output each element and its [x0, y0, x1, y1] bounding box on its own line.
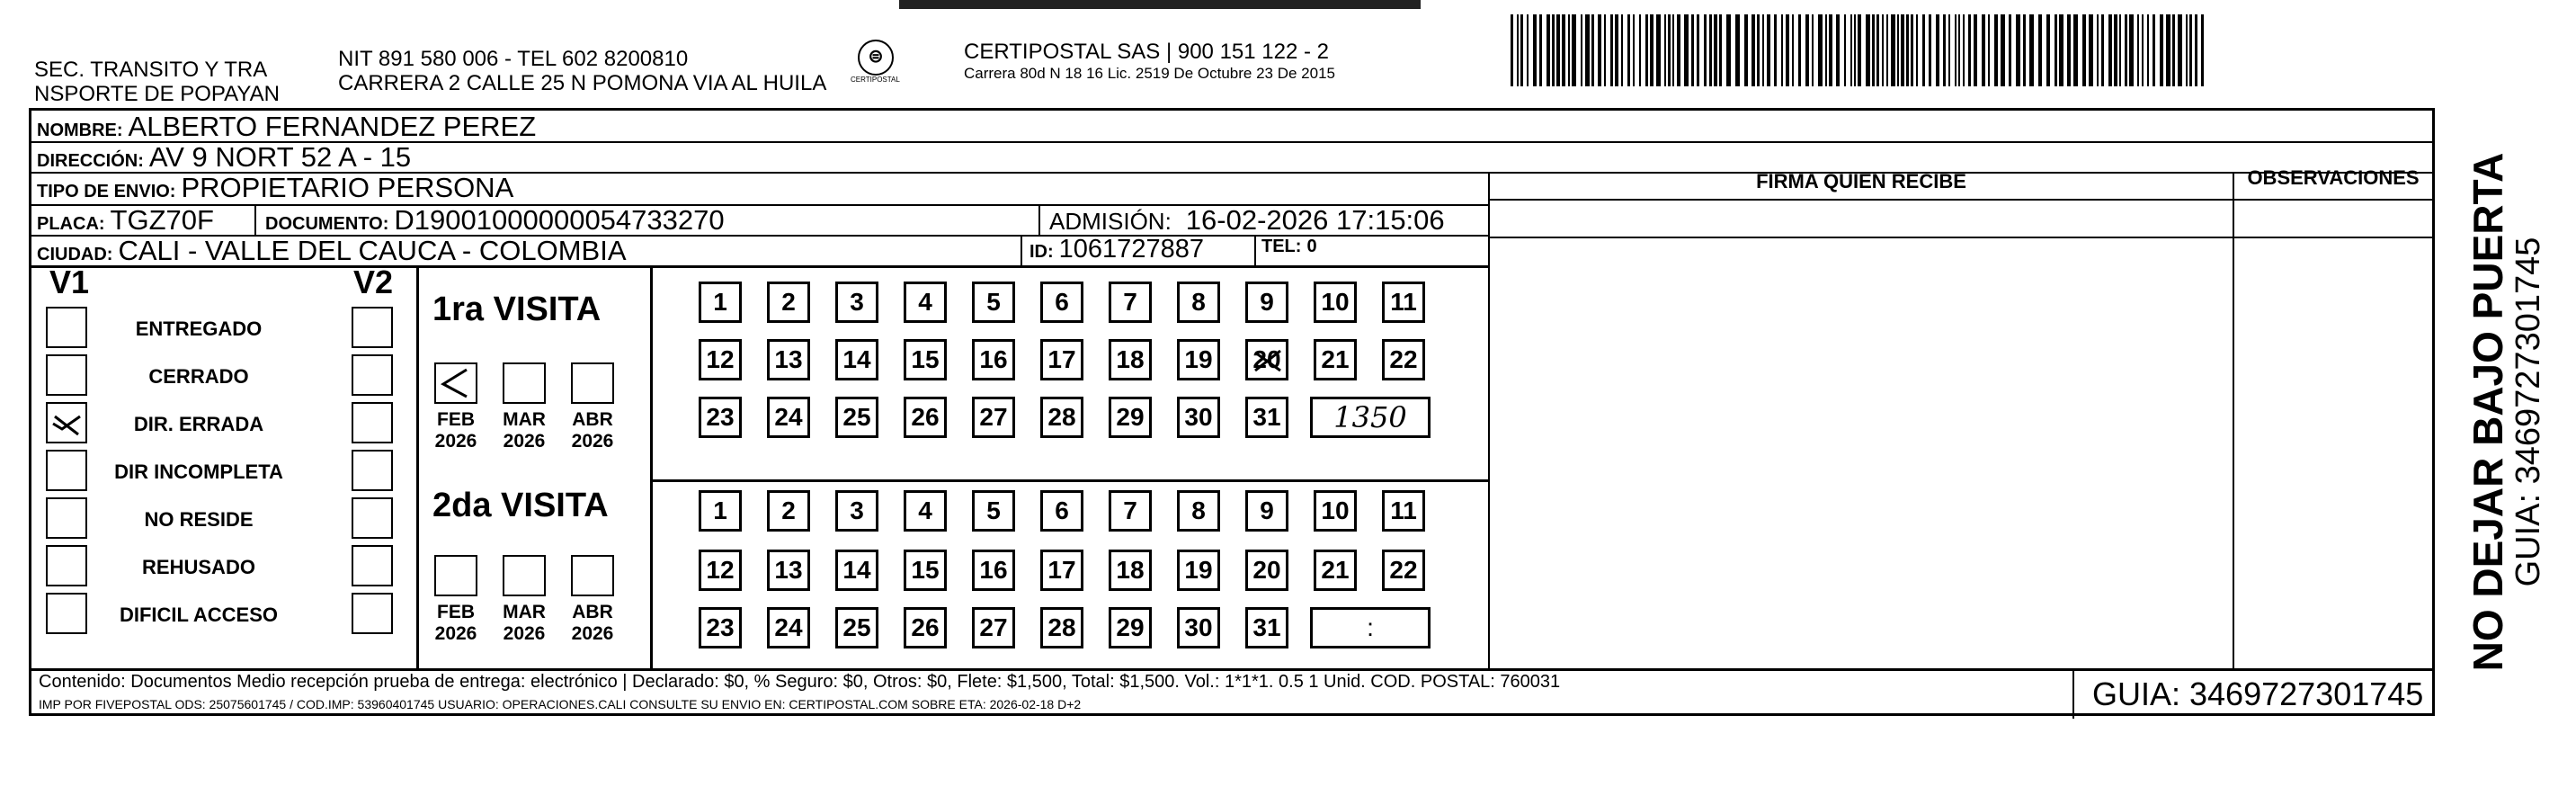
day-box[interactable]: 14	[835, 550, 878, 591]
day-box[interactable]: 2	[767, 282, 810, 323]
day-box[interactable]: 3	[835, 490, 878, 532]
hour-value: :	[1367, 613, 1374, 641]
certipostal-logo-icon: ⊜	[858, 40, 894, 76]
day-box[interactable]: 14	[835, 339, 878, 380]
hour-box[interactable]	[1310, 397, 1431, 438]
hour-value: 1350	[1333, 400, 1407, 434]
barcode	[1511, 14, 2212, 86]
option-label: DIR. ERRADA	[133, 413, 264, 435]
ciudad-value: CALI - VALLE DEL CAUCA - COLOMBIA	[118, 235, 627, 266]
day-box[interactable]: 20	[1245, 550, 1288, 591]
day-box[interactable]: 25	[835, 607, 878, 648]
day-box[interactable]: 16	[972, 550, 1015, 591]
option-label: ENTREGADO	[135, 317, 263, 340]
v1-checkbox[interactable]	[46, 354, 87, 396]
day-box[interactable]: 1	[699, 282, 742, 323]
day-box[interactable]: 19	[1177, 550, 1220, 591]
sender-name: SEC. TRANSITO Y TRA NSPORTE DE POPAYAN	[34, 58, 280, 106]
day-box[interactable]: 20	[1245, 339, 1288, 380]
direccion-row: DIRECCIÓN: AV 9 NORT 52 A - 15	[37, 141, 412, 173]
day-box[interactable]: 22	[1382, 339, 1425, 380]
day-box[interactable]: 13	[767, 550, 810, 591]
month-checkbox[interactable]	[503, 555, 546, 596]
v1-checkbox[interactable]	[46, 545, 87, 586]
month-checkbox[interactable]	[434, 362, 477, 404]
day-box[interactable]: 28	[1040, 607, 1083, 648]
day-box[interactable]: 1	[699, 490, 742, 532]
v1-checkbox[interactable]	[46, 402, 87, 443]
admision-value: 16-02-2026 17:15:06	[1185, 204, 1445, 236]
day-box[interactable]: 2	[767, 490, 810, 532]
day-box[interactable]: 19	[1177, 339, 1220, 380]
company-info: CERTIPOSTAL SAS | 900 151 122 - 2 Carrera 80d N 18 16 Lic. 2519 De Octubre 23 De 2015	[964, 40, 1335, 82]
nombre-row: NOMBRE: ALBERTO FERNANDEZ PEREZ	[37, 111, 537, 142]
day-box[interactable]: 30	[1177, 397, 1220, 438]
id-value: 1061727887	[1058, 235, 1204, 264]
footer-print-line: IMP POR FIVEPOSTAL ODS: 25075601745 / COD.IMP: 53960401745 USUARIO: OPERACIONES.CALI CONSULTE SU ENVIO EN: CERTIPOSTAL.COM SOBRE ETA: 2026-02-18 D+2	[39, 697, 1082, 711]
day-box[interactable]: 31	[1245, 607, 1288, 648]
ciudad-cell: CIUDAD: CALI - VALLE DEL CAUCA - COLOMBIA	[37, 235, 627, 266]
guia-number: GUIA: 3469727301745	[2092, 675, 2424, 712]
check-mark-icon	[436, 364, 476, 402]
day-box[interactable]: 18	[1109, 550, 1152, 591]
day-box[interactable]: 24	[767, 397, 810, 438]
top-edge-bar	[899, 0, 1421, 9]
month-label: FEB 2026	[434, 409, 477, 452]
footer-content-line: Contenido: Documentos Medio recepción prueba de entrega: electrónico | Declarado: $0, % Seguro: $0, Otros: $0, Flete: $1,500, Total: $1,500. Vol.: 1*1*1. 0.5 1 Unid. COD. POSTAL: 760031	[39, 672, 1561, 692]
tipo-envio-row: TIPO DE ENVIO: PROPIETARIO PERSONA	[37, 172, 514, 203]
v1-checkbox[interactable]	[46, 593, 87, 634]
id-cell: ID: 1061727887	[1030, 235, 1204, 264]
day-box[interactable]: 30	[1177, 607, 1220, 648]
v1-checkbox[interactable]	[46, 497, 87, 539]
documento-value: D19001000000054733270	[394, 204, 725, 236]
tipo-envio-value: PROPIETARIO PERSONA	[181, 172, 514, 203]
day-box[interactable]: 13	[767, 339, 810, 380]
day-box[interactable]: 10	[1314, 490, 1357, 532]
tel-cell: TEL: 0	[1261, 237, 1317, 256]
day-box[interactable]: 22	[1382, 550, 1425, 591]
option-label: REHUSADO	[142, 556, 255, 578]
v2-header: V2	[353, 264, 394, 300]
day-box[interactable]: 25	[835, 397, 878, 438]
day-box[interactable]: 24	[767, 607, 810, 648]
day-box[interactable]: 15	[904, 339, 947, 380]
day-box[interactable]: 9	[1245, 490, 1288, 532]
day-box[interactable]: 3	[835, 282, 878, 323]
month-checkbox[interactable]	[503, 362, 546, 404]
second-visit-title: 2da VISITA	[432, 487, 609, 524]
placa-cell: PLACA: TGZ70F	[37, 204, 214, 236]
logo-caption: CERTIPOSTAL	[851, 76, 900, 84]
day-box[interactable]: 29	[1109, 397, 1152, 438]
side-warning: NO DEJAR BAJO PUERTA	[2465, 152, 2511, 672]
day-box[interactable]: 18	[1109, 339, 1152, 380]
day-box[interactable]: 26	[904, 397, 947, 438]
day-box[interactable]: 15	[904, 550, 947, 591]
firma-header: FIRMA QUIEN RECIBE	[1756, 170, 1966, 192]
day-box[interactable]: 23	[699, 607, 742, 648]
month-label: FEB 2026	[434, 602, 477, 644]
documento-cell: DOCUMENTO: D19001000000054733270	[265, 204, 725, 236]
day-box[interactable]: 26	[904, 607, 947, 648]
day-box[interactable]: 31	[1245, 397, 1288, 438]
check-mark-icon	[48, 404, 85, 442]
month-checkbox[interactable]	[571, 362, 614, 404]
sender-contact: NIT 891 580 006 - TEL 602 8200810 CARRERA 2 CALLE 25 N POMONA VIA AL HUILA	[338, 47, 827, 95]
month-label: ABR 2026	[571, 602, 614, 644]
day-box[interactable]: 9	[1245, 282, 1288, 323]
day-box[interactable]: 4	[904, 282, 947, 323]
v1-checkbox[interactable]	[46, 307, 87, 348]
hour-box[interactable]	[1310, 607, 1431, 648]
v2-checkbox[interactable]	[352, 307, 393, 348]
day-box[interactable]: 6	[1040, 490, 1083, 532]
day-box[interactable]: 8	[1177, 490, 1220, 532]
v2-checkbox[interactable]	[352, 402, 393, 443]
placa-value: TGZ70F	[110, 204, 214, 236]
month-label: MAR 2026	[503, 409, 546, 452]
option-label: CERRADO	[148, 365, 249, 388]
v2-checkbox[interactable]	[352, 593, 393, 634]
v2-checkbox[interactable]	[352, 497, 393, 539]
v2-checkbox[interactable]	[352, 450, 393, 491]
first-visit-title: 1ra VISITA	[432, 291, 602, 328]
month-label: MAR 2026	[503, 602, 546, 644]
observaciones-header: OBSERVACIONES	[2247, 166, 2420, 189]
option-label: DIFICIL ACCESO	[119, 604, 278, 626]
day-box[interactable]: 10	[1314, 282, 1357, 323]
day-box[interactable]: 28	[1040, 397, 1083, 438]
day-box[interactable]: 12	[699, 550, 742, 591]
day-box[interactable]: 12	[699, 339, 742, 380]
nombre-value: ALBERTO FERNANDEZ PEREZ	[128, 111, 537, 142]
v1-header: V1	[49, 264, 90, 300]
admision-cell: ADMISIÓN: 16-02-2026 17:15:06	[1049, 204, 1445, 236]
month-label: ABR 2026	[571, 409, 614, 452]
option-label: DIR INCOMPLETA	[114, 461, 283, 483]
day-box[interactable]: 21	[1314, 339, 1357, 380]
v1-checkbox[interactable]	[46, 450, 87, 491]
day-box[interactable]: 27	[972, 397, 1015, 438]
v2-checkbox[interactable]	[352, 545, 393, 586]
day-box[interactable]: 5	[972, 282, 1015, 323]
month-checkbox[interactable]	[434, 555, 477, 596]
month-checkbox[interactable]	[571, 555, 614, 596]
direccion-value: AV 9 NORT 52 A - 15	[148, 141, 412, 173]
side-notice	[2438, 108, 2573, 716]
day-box[interactable]: 17	[1040, 550, 1083, 591]
day-box[interactable]: 7	[1109, 490, 1152, 532]
day-box[interactable]: 21	[1314, 550, 1357, 591]
day-mark-icon	[1250, 344, 1286, 378]
day-box[interactable]: 11	[1382, 282, 1425, 323]
option-label: NO RESIDE	[144, 508, 254, 531]
day-box[interactable]: 6	[1040, 282, 1083, 323]
delivery-form	[29, 108, 2435, 716]
day-box[interactable]: 4	[904, 490, 947, 532]
v2-checkbox[interactable]	[352, 354, 393, 396]
day-box[interactable]: 23	[699, 397, 742, 438]
day-box[interactable]: 16	[972, 339, 1015, 380]
day-box[interactable]: 29	[1109, 607, 1152, 648]
tel-value: 0	[1306, 237, 1317, 256]
day-box[interactable]: 8	[1177, 282, 1220, 323]
side-guia: GUIA: 3469727301745	[2509, 237, 2547, 587]
day-box[interactable]: 5	[972, 490, 1015, 532]
day-box[interactable]: 27	[972, 607, 1015, 648]
day-box[interactable]: 7	[1109, 282, 1152, 323]
day-box[interactable]: 11	[1382, 490, 1425, 532]
day-box[interactable]: 17	[1040, 339, 1083, 380]
